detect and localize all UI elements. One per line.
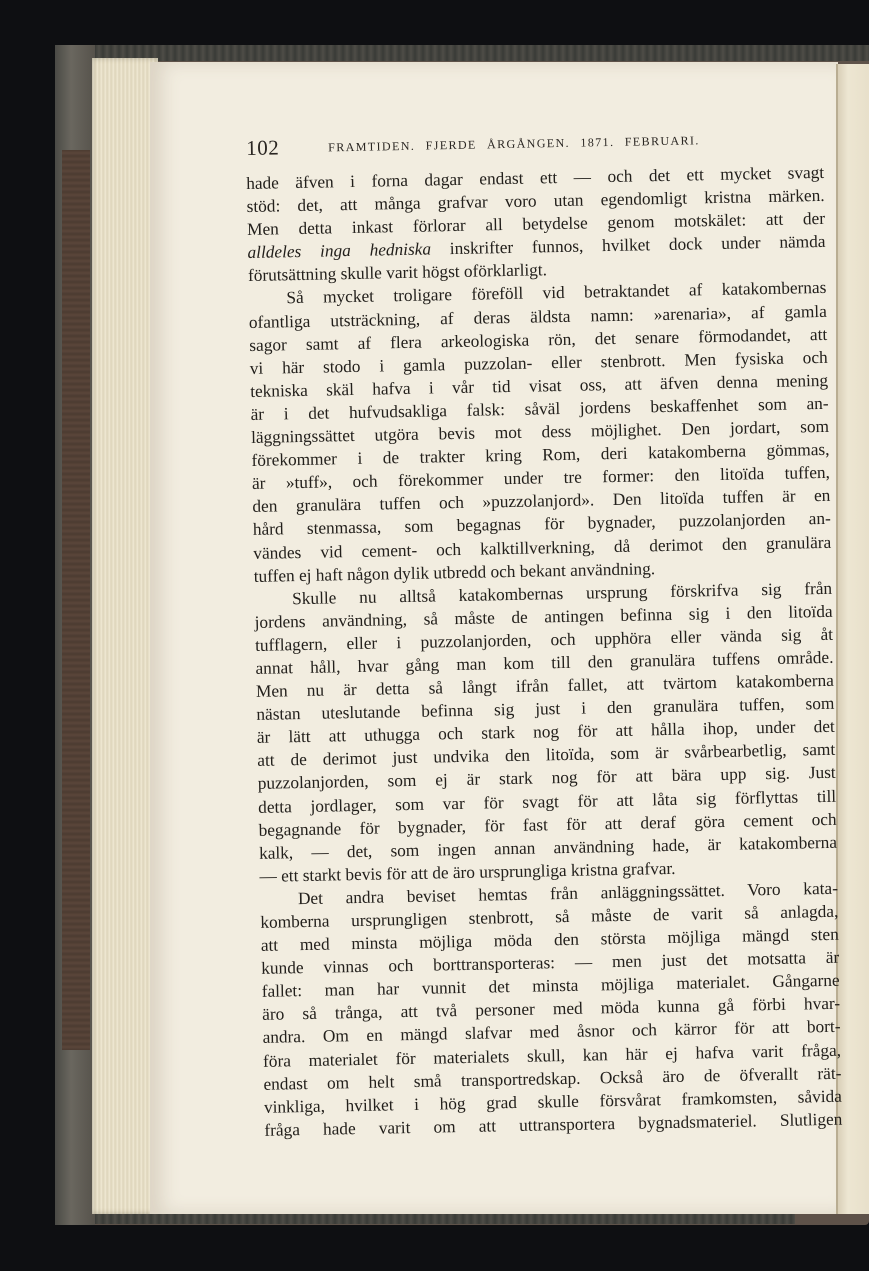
text-line: läggningssättet utgöra bevis mot dess möjlighet. Den jordart, som: [250, 416, 830, 447]
text-line: puzzolanjorden, som ej är stark nog för att bära upp sig. Just: [257, 763, 836, 794]
text-line: vi här stodo i gamla puzzolan- eller stenbrott. Men fysiska och: [249, 347, 828, 378]
text-line: — ett starkt bevis för att de äro ursprungliga kristna grafvar.: [259, 858, 676, 886]
text-line: begagnande för bygnader, för fast för att deraf göra cement och: [258, 809, 837, 840]
text-line: tekniska skäl hafva i vår tid visat oss, att äfven denna mening: [250, 370, 829, 401]
text-line: endast om helt små transportredskap. Också äro de öfverallt rät-: [263, 1063, 842, 1094]
text-line: tuffen ej haft någon dylik utbredd och bekant användning.: [253, 558, 656, 586]
text-line: komberna ursprungligen stenbrott, så måste de varit så anlagda,: [260, 901, 839, 932]
text-line: sagor samt af flera arkeologiska rön, det senare förmodandet, att: [249, 324, 828, 355]
text-line: Skulle nu alltså katakombernas ursprung förskrifva sig från: [292, 578, 833, 608]
cover-top-edge: [95, 45, 869, 61]
text-line: vinkliga, hvilket i hög grad skulle försvårat framkomsten, såvida: [263, 1086, 843, 1117]
page-stack-edges: [92, 58, 158, 1214]
running-head: FRAMTIDEN. FJERDE ÅRGÅNGEN. 1871. FEBRUARI.: [328, 133, 700, 155]
text-line: detta jordlager, som var för svagt för att låta sig förflyttas till: [258, 786, 837, 817]
italic-phrase: alldeles inga hedniska: [247, 239, 432, 263]
text-line: annat håll, hvar gång man kom till den granulära tuffens område.: [255, 647, 834, 678]
text-line: är i det hufvudsakliga falsk: såväl jordens beskaffenhet som an-: [250, 393, 829, 424]
text-line: Men detta inkast förlorar all betydelse genom motskälet: att der: [246, 209, 826, 240]
body-text: [246, 161, 843, 1142]
text-line: Men nu är detta så långt ifrån fallet, att tvärtom katakomberna: [255, 670, 835, 701]
text-line: nästan uteslutande befinna sig just i den granulära tuffen, som: [256, 693, 835, 725]
text-line: kalk, — det, som ingen annan användning hade, är katakomberna: [258, 832, 838, 863]
text-line: tufflagern, eller i puzzolanjorden, och upphöra eller vända sig åt: [254, 624, 834, 655]
text-line: är lätt att uthugga och stark nog för att hålla ihop, under det: [256, 717, 835, 748]
text-line: fallet: man har vunnit det minsta möjliga materialet. Gångarne: [261, 971, 840, 1002]
text-line: är »tuff», och förekommer under tre former: den litoïda tuffen,: [251, 463, 831, 494]
text-line: att de derimot just undvika den litoïda, som är svårbearbetlig, samt: [257, 740, 836, 771]
text-line: ofantliga utsträckning, af deras äldsta namn: »arenaria», af gamla: [248, 301, 827, 332]
text-line: Så mycket troligare föreföll vid betraktandet af katakombernas: [286, 278, 827, 308]
text-line: Det andra beviset hemtas från anläggningssättet. Voro kata-: [297, 878, 839, 909]
text-line: fråga hade varit om att uttransportera bygnadsmateriel. Slutligen: [264, 1109, 843, 1140]
text-line: föra materialet för materialets skull, kan här ej hafva varit fråga,: [262, 1040, 842, 1071]
text-line: andra. Om en mängd slafvar med åsnor och kärror för att bort-: [262, 1017, 841, 1048]
next-page-edge: [836, 64, 869, 1214]
text-line: den granulära tuffen och »puzzolanjord». Den litoïda tuffen är en: [252, 486, 831, 517]
text-line: förutsättning skulle varit högst oförklarligt.: [247, 260, 548, 286]
text-line: kunde vinnas och borttransporteras: — men just det motsatta är: [261, 947, 840, 979]
text-line: hård stenmassa, som begagnas för bygnader, puzzolanjorden an-: [252, 509, 831, 540]
text-line: jordens användning, så måste de antingen befinna sig i den litoïda: [254, 601, 833, 632]
text-line-post: inskrifter funnos, hvilket dock under nämda: [430, 232, 826, 259]
cover-cloth-edge: [62, 150, 90, 1050]
page-number: 102: [246, 135, 280, 160]
text-line: förekommer i de trakter kring Rom, deri katakomberna gömmas,: [251, 439, 830, 471]
text-line: vändes vid cement- och kalktillverkning, då derimot den granulära: [253, 532, 832, 563]
text-line: stöd: det, att många grafvar voro utan egendomligt kristna märken.: [246, 185, 825, 217]
text-line: att med minsta möjliga möda den största möjliga mängd sten: [260, 924, 839, 955]
text-line: äro så trånga, att två personer med möda kunna gå förbi hvar-: [261, 994, 841, 1025]
text-line: hade äfven i forna dagar endast ett — och det ett mycket svagt: [246, 162, 825, 193]
